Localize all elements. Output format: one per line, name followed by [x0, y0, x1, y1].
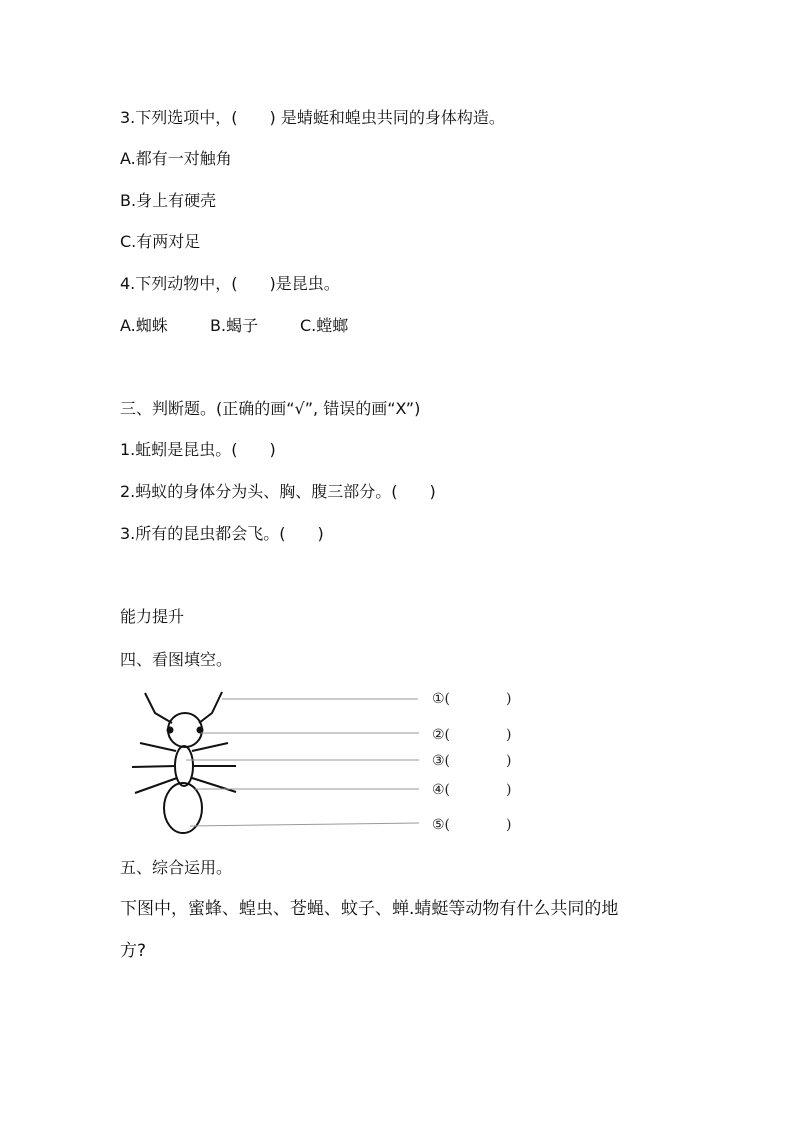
judge-item-3: 3.所有的昆虫都会飞。( ) — [120, 524, 324, 543]
ant-antenna-right — [199, 692, 222, 723]
q3-option-c: C.有两对足 — [120, 232, 201, 251]
diagram-section-title: 四、看图填空。 — [120, 650, 233, 669]
diagram-label-1: ①( ) — [432, 691, 512, 707]
diagram-label-3: ③( ) — [432, 753, 512, 769]
ant-eye — [167, 727, 174, 734]
diagram-label-2: ②( ) — [432, 727, 512, 743]
diagram-label-4: ④( ) — [432, 782, 512, 798]
ant-thorax — [175, 746, 193, 786]
q4-option-b: B.蝎子 — [210, 316, 259, 335]
ant-leg — [192, 743, 228, 751]
judge-item-2: 2.蚂蚁的身体分为头、胸、腹三部分。( ) — [120, 482, 436, 501]
q3-option-b: B.身上有硬壳 — [120, 191, 217, 210]
diagram-label-5: ⑤( ) — [432, 817, 512, 833]
leader-line-5 — [190, 823, 419, 826]
q4-option-a: A.蜘蛛 — [120, 316, 168, 335]
ant-leg — [132, 766, 176, 767]
judge-section-title: 三、判断题。(正确的画“√”, 错误的画“X”) — [120, 399, 421, 418]
apply-question-line-1: 下图中，蜜蜂、蝗虫、苍蝇、蚊子、蝉.蜻蜓等动物有什么共同的地 — [120, 899, 619, 919]
apply-section-title: 五、综合运用。 — [120, 858, 233, 877]
ant-leg — [140, 743, 176, 751]
apply-question-line-2: 方? — [120, 941, 147, 961]
ant-leg — [135, 778, 177, 793]
ant-antenna-left — [145, 693, 172, 723]
ant-leg — [192, 778, 236, 792]
judge-item-1: 1.蚯蚓是昆虫。( ) — [120, 440, 276, 459]
q4-stem: 4.下列动物中，( )是昆虫。 — [120, 274, 340, 293]
ability-heading: 能力提升 — [120, 607, 185, 626]
q3-option-a: A.都有一对触角 — [120, 149, 232, 168]
q4-option-c: C.螳螂 — [300, 316, 349, 335]
q3-stem: 3.下列选项中，( ) 是蜻蜓和蝗虫共同的身体构造。 — [120, 108, 505, 127]
ant-eye — [197, 727, 204, 734]
